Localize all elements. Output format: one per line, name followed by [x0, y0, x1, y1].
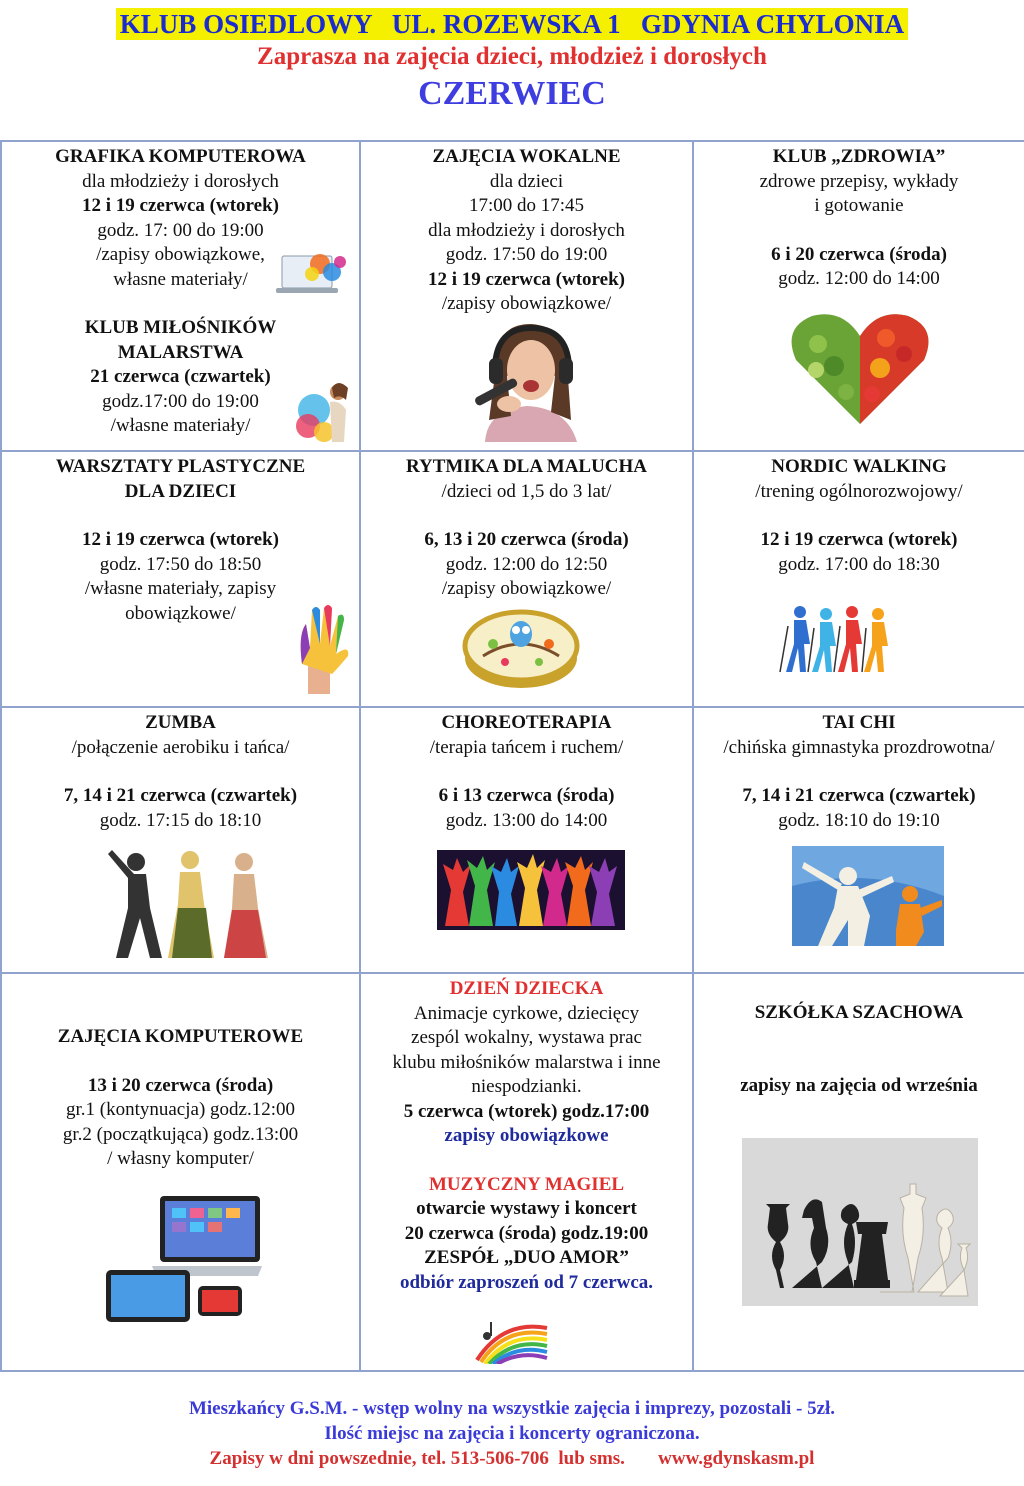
activity-title: CHOREOTERAPIA [441, 712, 612, 733]
chess-pieces-image [742, 1138, 978, 1306]
activity-date: 6 i 13 czerwca (środa) [438, 785, 615, 806]
activity-time: godz. 17:50 do 19:00 [445, 244, 608, 265]
activity-time: godz. 17:15 do 18:10 [99, 809, 262, 831]
cell-grafika-komputerowa: GRAFIKA KOMPUTEROWA dla młodzieży i dorosłych 12 i 19 czerwca (wtorek) godz. 17: 00 do 19:00 /zapisy obowiązkowe, własne materiały/ KLUB MIŁOŚNIKÓW MALARSTWA 21 czerwca (czwartek) godz.17:00 do 19:00 /własne materiały/ [1, 141, 360, 451]
painting-girl-image [294, 380, 356, 446]
header [0, 0, 1024, 140]
activity-time: godz. 17: 00 do 19:00 [97, 219, 264, 241]
club-subtitle: Zaprasza na zajęcia dzieci, młodzież i dorosłych [257, 43, 767, 70]
rainbow-music-notes-image [473, 1318, 551, 1364]
activity-time: godz. 17:00 do 18:30 [778, 553, 940, 575]
cell-warsztaty-plastyczne: WARSZTATY PLASTYCZNE DLA DZIECI 12 i 19 czerwca (wtorek) godz. 17:50 do 18:50 /własne materiały, zapisy obowiązkowe/ [1, 451, 360, 707]
activity-title: ZUMBA [145, 712, 216, 733]
computer-devices-image [102, 1190, 262, 1326]
schedule-grid [0, 140, 1024, 1372]
activity-date: 12 i 19 czerwca (wtorek) [428, 268, 625, 290]
activity-title: SZKÓŁKA SZACHOWA [754, 1002, 964, 1023]
activity-title: TAI CHI [822, 712, 896, 733]
activity-date: 6 i 20 czerwca (środa) [771, 243, 947, 265]
activity-time: godz.17:00 do 19:00 [102, 390, 259, 412]
activity-title: ZAJĘCIA KOMPUTEROWE [57, 1026, 304, 1047]
tambourine-image [461, 604, 581, 692]
footer-entry-info: Mieszkańcy G.S.M. - wstęp wolny na wszystkie zajęcia i imprezy, pozostali - 5zł. [188, 1398, 836, 1419]
activity-time: godz. 12:00 do 14:00 [778, 268, 940, 289]
cell-klub-zdrowia: KLUB „ZDROWIA” zdrowe przepisy, wykłady i gotowanie 6 i 20 czerwca (środa) godz. 12:00 do 14:00 [693, 141, 1024, 451]
activity-time: godz. 17:50 do 18:50 [99, 553, 262, 575]
footer-capacity-info: Ilość miejsc na zajęcia i koncerty ograniczona. [324, 1423, 700, 1444]
footer [0, 1396, 1024, 1471]
activity-title: NORDIC WALKING [771, 456, 947, 477]
activity-date: 5 czerwca (wtorek) godz.17:00 [403, 1100, 650, 1122]
zumba-dancers-image [106, 848, 274, 960]
activity-title: GRAFIKA KOMPUTEROWA [55, 146, 306, 167]
activity-title: MUZYCZNY MAGIEL [428, 1173, 625, 1195]
laptop-paint-splash-image [276, 250, 350, 298]
activity-title: KLUB MIŁOŚNIKÓW [84, 317, 277, 338]
activity-date: 13 i 20 czerwca (środa) [87, 1074, 274, 1096]
activity-date: 20 czerwca (środa) godz.19:00 [404, 1222, 649, 1244]
footer-contact-info: Zapisy w dni powszednie, tel. 513-506-706 lub sms. www.gdynskasm.pl [209, 1448, 815, 1469]
cell-zajecia-wokalne: ZAJĘCIA WOKALNE dla dzieci 17:00 do 17:45 dla młodzieży i dorosłych godz. 17:50 do 19:00 12 i 19 czerwca (wtorek) /zapisy obowiązkowe/ [360, 141, 693, 451]
cell-zajecia-komputerowe: ZAJĘCIA KOMPUTEROWE 13 i 20 czerwca (środa) gr.1 (kontynuacja) godz.12:00 gr.2 (początkująca) godz.13:00 / własny komputer/ [1, 973, 360, 1371]
activity-title: WARSZTATY PLASTYCZNE [55, 456, 306, 477]
activity-title: RYTMIKA DLA MALUCHA [405, 456, 648, 477]
activity-date: 7, 14 i 21 czerwca (czwartek) [742, 785, 976, 806]
activity-title: DZIEŃ DZIECKA [449, 978, 604, 999]
singing-girl-image [445, 320, 609, 442]
colorful-dancers-image [437, 850, 625, 930]
activity-date: 12 i 19 czerwca (wtorek) [760, 529, 958, 550]
activity-title: ZAJĘCIA WOKALNE [432, 146, 621, 167]
vegetable-heart-image [788, 308, 932, 426]
activity-date: 6, 13 i 20 czerwca (środa) [424, 529, 629, 550]
painted-hand-image [288, 604, 352, 694]
activity-date: 7, 14 i 21 czerwca (czwartek) [63, 785, 298, 806]
nordic-walkers-image [776, 604, 896, 674]
activity-title: KLUB „ZDROWIA” [772, 146, 946, 167]
cell-zumba: ZUMBA /połączenie aerobiku i tańca/ 7, 14 i 21 czerwca (czwartek) godz. 17:15 do 18:10 [1, 707, 360, 973]
activity-time: godz. 18:10 do 19:10 [778, 809, 940, 831]
cell-dzien-dziecka: DZIEŃ DZIECKA Animacje cyrkowe, dziecięcy zespól wokalny, wystawa prac klubu miłośników malarstwa i inne niespodzianki. 5 czerwca (wtorek) godz.17:00 zapisy obowiązkowe MUZYCZNY MAGIEL otwarcie wystawy i koncert 20 czerwca (środa) godz.19:00 ZESPÓŁ „DUO AMOR” odbiór zaproszeń od 7 czerwca. [360, 973, 693, 1371]
activity-time: godz. 12:00 do 12:50 [445, 553, 608, 575]
cell-tai-chi: TAI CHI /chińska gimnastyka prozdrowotna/ 7, 14 i 21 czerwca (czwartek) godz. 18:10 do 19:10 [693, 707, 1024, 973]
tai-chi-image [792, 846, 944, 946]
activity-date: 12 i 19 czerwca (wtorek) [82, 529, 279, 550]
month-title: CZERWIEC [418, 75, 606, 112]
cell-rytmika-dla-malucha: RYTMIKA DLA MALUCHA /dzieci od 1,5 do 3 lat/ 6, 13 i 20 czerwca (środa) godz. 12:00 do 12:50 /zapisy obowiązkowe/ [360, 451, 693, 707]
cell-nordic-walking: NORDIC WALKING /trening ogólnorozwojowy/ 12 i 19 czerwca (wtorek) godz. 17:00 do 18:30 [693, 451, 1024, 707]
cell-szkolka-szachowa: SZKÓŁKA SZACHOWA zapisy na zajęcia od września [693, 973, 1024, 1371]
activity-time: godz. 13:00 do 14:00 [445, 809, 608, 831]
activity-date: 21 czerwca (czwartek) [90, 366, 271, 387]
cell-choreoterapia: CHOREOTERAPIA /terapia tańcem i ruchem/ 6 i 13 czerwca (środa) godz. 13:00 do 14:00 [360, 707, 693, 973]
activity-date: 12 i 19 czerwca (wtorek) [82, 195, 279, 216]
club-title: KLUB OSIEDLOWY UL. ROZEWSKA 1 GDYNIA CHYLONIA [116, 8, 908, 40]
